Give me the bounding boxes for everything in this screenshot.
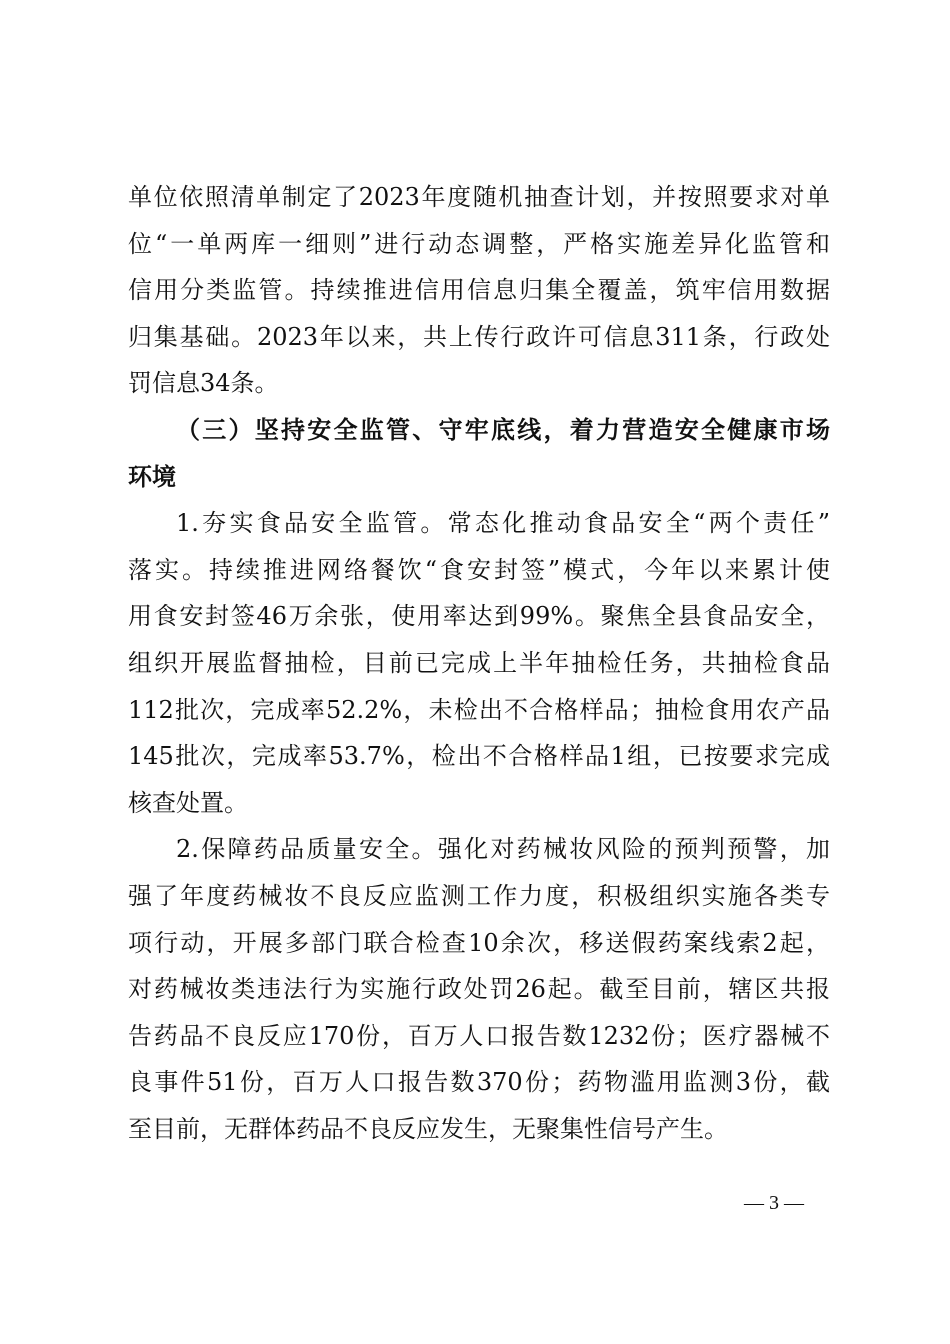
text-line: 位“一单两库一细则”进行动态调整，严格实施差异化监管和: [128, 229, 830, 258]
text-line: 用食安封签46万余张，使用率达到99%。聚焦全县食品安全，: [128, 602, 830, 631]
text-line: 信用分类监管。持续推进信用信息归集全覆盖，筑牢信用数据: [128, 276, 830, 305]
heading-line: （三）坚持安全监管、守牢底线，着力营造安全健康市场: [176, 414, 830, 444]
text-line: 良事件51份，百万人口报告数370份；药物滥用监测3份，截: [128, 1068, 830, 1097]
text-line: 强了年度药械妆不良反应监测工作力度，积极组织实施各类专: [128, 881, 830, 910]
text-line: 组织开展监督抽检，目前已完成上半年抽检任务，共抽检食品: [128, 648, 830, 677]
paragraph-drug-safety: [128, 826, 830, 1152]
text-line: 2.保障药品质量安全。强化对药械妆风险的预判预警，加: [176, 835, 830, 864]
text-line: 告药品不良反应170份，百万人口报告数1232份；医疗器械不: [128, 1021, 830, 1050]
text-line: 1.夯实食品安全监管。常态化推动食品安全“两个责任”: [176, 509, 830, 538]
text-line: 至目前，无群体药品不良反应发生，无聚集性信号产生。: [128, 1114, 728, 1143]
text-line: 112批次，完成率52.2%，未检出不合格样品；抽检食用农产品: [128, 695, 830, 724]
text-line: 单位依照清单制定了2023年度随机抽查计划，并按照要求对单: [128, 183, 830, 211]
section-heading: [128, 407, 830, 500]
paragraph-credit-supervision: [128, 174, 830, 407]
page-number: — 3 —: [744, 1192, 804, 1214]
text-line: 归集基础。2023年以来，共上传行政许可信息311条，行政处: [128, 322, 830, 351]
text-line: 落实。持续推进网络餐饮“食安封签”模式，今年以来累计使: [128, 555, 830, 584]
text-line: 核查处置。: [128, 788, 248, 817]
text-line: 项行动，开展多部门联合检查10余次，移送假药案线索2起，: [128, 928, 830, 957]
document-body: [128, 174, 830, 1152]
paragraph-food-safety: [128, 500, 830, 826]
heading-line: 环境: [128, 461, 176, 491]
text-line: 145批次，完成率53.7%，检出不合格样品1组，已按要求完成: [128, 742, 830, 771]
text-line: 罚信息34条。: [128, 369, 279, 398]
text-line: 对药械妆类违法行为实施行政处罚26起。截至目前，辖区共报: [128, 975, 830, 1004]
